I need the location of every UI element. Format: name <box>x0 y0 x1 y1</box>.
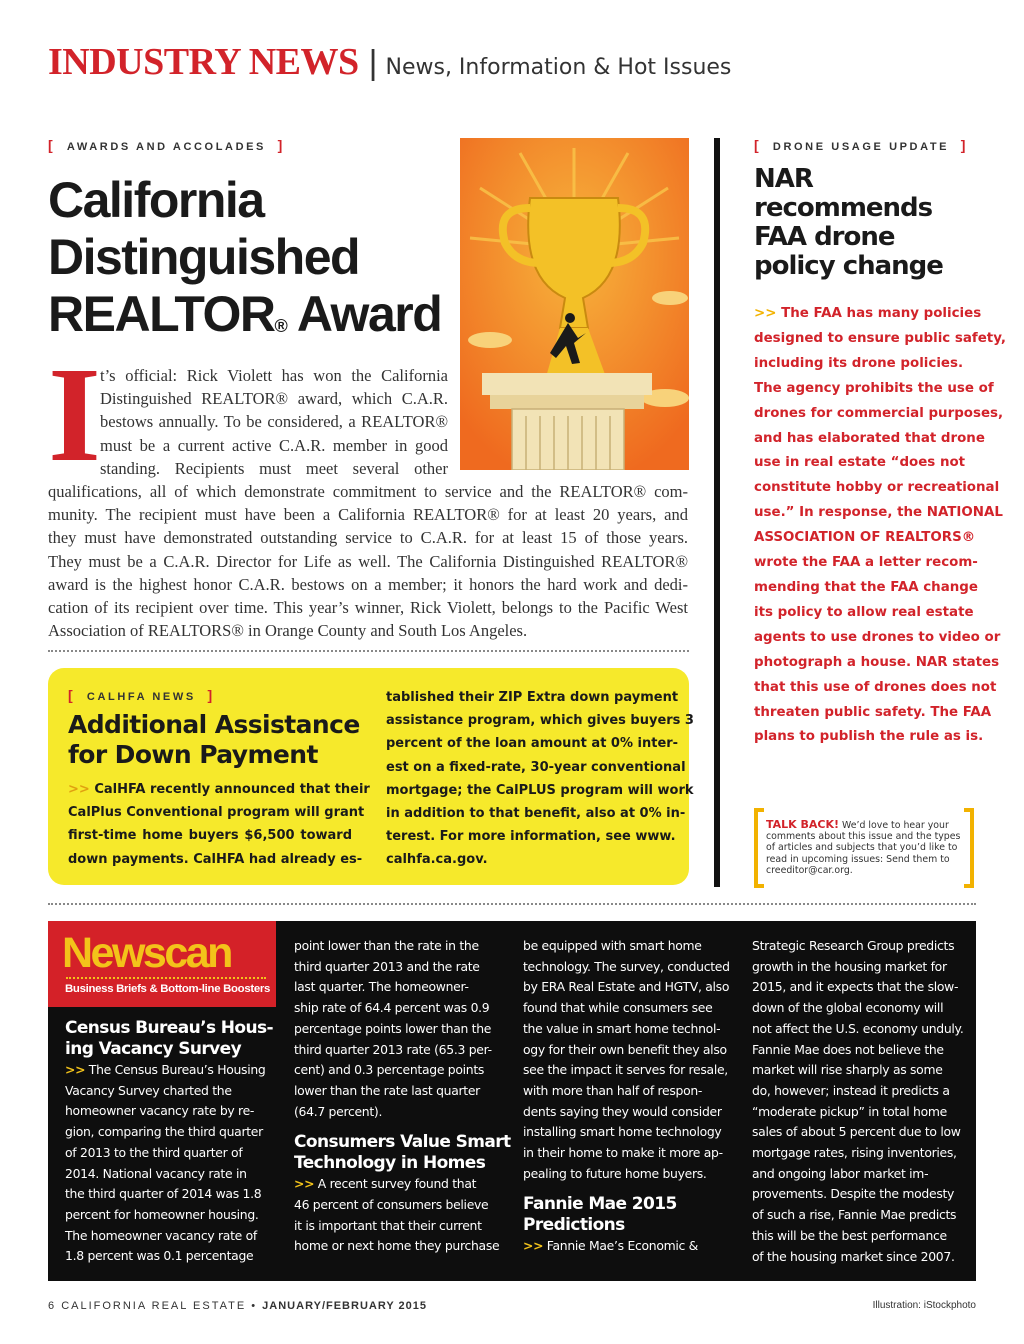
fannie-line: of the housing market since 2007. <box>752 1248 955 1264</box>
census-line: percent for homeowner housing. <box>65 1206 259 1222</box>
talk-back-line: of articles and subjects that you’d like to <box>766 842 958 854</box>
drone-headline <box>754 165 984 281</box>
fannie-headline: Fannie Mae 2015 <box>523 1194 677 1215</box>
smart-line: with more than half of respon- <box>523 1082 703 1098</box>
census-line: of 2013 to the third quarter of <box>65 1144 243 1160</box>
smart-headline: Technology in Homes <box>294 1153 486 1174</box>
drone-line: The agency prohibits the use of <box>754 380 994 396</box>
body-line: Association of REALTORS® in Orange County and South Los Angeles. <box>48 621 528 641</box>
body-line: t’s official: Rick Violett has won the California <box>100 366 448 385</box>
calhfa-line: terest. For more information, see www. <box>386 829 676 845</box>
drone-line: and has elaborated that drone <box>754 430 985 446</box>
fannie-line: down of the global economy will <box>752 1000 944 1016</box>
calhfa-column-2 <box>386 686 694 872</box>
census-line: percentage points lower than the <box>294 1020 492 1036</box>
census-line-text: The Census Bureau’s Housing <box>85 1062 266 1077</box>
smart-line: technology. The survey, conducted <box>523 958 730 974</box>
newscan-column-4 <box>752 936 967 1267</box>
calhfa-line: est on a fixed-rate, 30-year conventional <box>386 759 686 775</box>
drone-line <box>754 302 982 327</box>
kicker-bracket-open: [ <box>754 137 762 153</box>
vertical-rule <box>714 138 720 887</box>
arrow-icon: >> <box>65 1062 86 1077</box>
fannie-line: and ongoing labor market im- <box>752 1165 929 1181</box>
fannie-line: 2015, and it expects that the slow- <box>752 979 959 995</box>
smart-line: installing smart home technology <box>523 1124 722 1140</box>
drone-line: ASSOCIATION OF REALTORS® <box>754 530 976 546</box>
fannie-line: not affect the U.S. economy unduly. <box>752 1020 964 1036</box>
census-headline: ing Vacancy Survey <box>65 1039 242 1059</box>
page-number: 6 <box>48 1300 57 1312</box>
calhfa-line: assistance program, which gives buyers 3 <box>386 713 694 729</box>
calhfa-headline <box>68 710 368 770</box>
census-line: ship rate of 64.4 percent was 0.9 <box>294 1000 490 1016</box>
drone-line: its policy to allow real estate <box>754 604 974 620</box>
calhfa-kicker-text: CALHFA NEWS <box>86 691 196 703</box>
census-line: the third quarter of 2014 was 1.8 <box>65 1186 262 1202</box>
section-subtitle: News, Information & Hot Issues <box>385 55 732 80</box>
census-line: gion, comparing the third quarter <box>65 1124 263 1140</box>
issue-date: JANUARY/FEBRUARY 2015 <box>262 1300 428 1312</box>
census-line: third quarter 2013 rate (65.3 per- <box>294 1041 492 1057</box>
talk-back-line: read in upcoming issues: Send them to <box>766 853 950 865</box>
smart-line: in their home to make it more ap- <box>523 1145 723 1161</box>
page-footer <box>48 1300 976 1316</box>
talk-back-email[interactable]: creeditor@car.org. <box>766 864 853 876</box>
drone-headline-line: policy change <box>754 251 943 281</box>
drone-line: mending that the FAA change <box>754 579 978 595</box>
census-line: point lower than the rate in the <box>294 938 479 953</box>
census-line <box>65 1060 275 1081</box>
trophy-illustration <box>460 138 689 470</box>
drone-line: including its drone policies. <box>754 355 964 371</box>
drone-line: photograph a house. NAR states <box>754 654 1000 670</box>
fannie-line: growth in the housing market for <box>752 958 947 974</box>
bracket-left-icon <box>754 808 764 888</box>
newscan-column-3 <box>523 936 735 1257</box>
section-title: INDUSTRY NEWS <box>48 41 359 83</box>
calhfa-link-line: calhfa.ca.gov. <box>386 852 488 868</box>
body-line: standing. Recipients must meet several other <box>100 458 448 478</box>
census-line: The homeowner vacancy rate of <box>65 1227 257 1243</box>
arrow-icon: >> <box>523 1238 544 1254</box>
magazine-name: CALIFORNIA REAL ESTATE <box>61 1300 247 1312</box>
calhfa-line-text: CalHFA recently announced that their <box>94 782 370 797</box>
fannie-headline: Predictions <box>523 1215 625 1236</box>
award-headline <box>48 172 448 343</box>
award-body-bottom <box>48 480 688 642</box>
calhfa-line <box>68 778 370 801</box>
calhfa-headline-line: for Down Payment <box>68 740 318 769</box>
spacer <box>294 1122 506 1132</box>
drone-line: use in real estate “does not <box>754 455 966 471</box>
fannie-line: Strategic Research Group predicts <box>752 938 955 953</box>
arrow-icon: >> <box>294 1176 315 1192</box>
drone-body <box>754 302 1006 750</box>
smart-line <box>294 1174 506 1195</box>
award-headline-award: Award <box>286 286 442 342</box>
drone-line: that this use of drones does not <box>754 679 997 695</box>
fannie-line: provements. Despite the modesty <box>752 1186 955 1202</box>
footer-folio <box>48 1300 427 1312</box>
drone-line: constitute hobby or recreational <box>754 480 1000 496</box>
awards-kicker-text: AWARDS AND ACCOLADES <box>66 141 266 153</box>
drop-cap: I <box>48 340 101 490</box>
body-line: cation of its recipient over time. This year’s winner, Rick Violett, belongs to the Pacific West <box>48 597 688 617</box>
award-headline-line <box>48 286 448 343</box>
award-body-top <box>100 364 448 480</box>
award-headline-realtor: REALTOR <box>48 286 275 342</box>
body-line: qualifications, all of which demonstrate commitment to service and the REALTOR® com- <box>48 482 688 501</box>
drone-kicker <box>754 137 968 153</box>
talk-back-line-text: We’d love to hear your <box>839 820 949 831</box>
body-line: Distinguished REALTOR® award, which C.A.R. <box>100 389 448 409</box>
drone-headline-line: FAA drone <box>754 222 895 252</box>
fannie-line: “moderate pickup” in total home <box>752 1103 947 1119</box>
fannie-line: do, however; instead it predicts a <box>752 1082 950 1098</box>
talk-back-text <box>766 819 966 876</box>
talk-back-box <box>754 808 974 888</box>
smart-line: it is important that their current <box>294 1217 482 1233</box>
newscan-logo-title: Newscan <box>62 929 231 977</box>
calhfa-line: first-time home buyers $6,500 toward <box>68 828 352 844</box>
census-line: last quarter. The homeowner- <box>294 979 469 995</box>
header-separator: | <box>368 44 378 82</box>
body-line: award is the highest honor C.A.R. bestows on a member; it honors the hard work and dedi- <box>48 574 688 594</box>
census-line: 2014. National vacancy rate in <box>65 1165 247 1181</box>
calhfa-headline-line: Additional Assistance <box>68 710 360 739</box>
footer-bullet: • <box>251 1300 258 1312</box>
dotted-divider <box>48 650 689 652</box>
drone-kicker-text: DRONE USAGE UPDATE <box>772 141 950 153</box>
body-line: bestows annually. To be considered, a REALTOR® <box>100 412 448 432</box>
drone-line: plans to publish the rule as is. <box>754 729 984 745</box>
trophy-illustration-art <box>460 138 689 470</box>
census-line: third quarter 2013 and the rate <box>294 958 480 974</box>
census-line: cent) and 0.3 percentage points <box>294 1062 485 1078</box>
awards-kicker <box>48 137 285 153</box>
newscan-logo-subtitle: Business Briefs & Bottom-line Boosters <box>65 983 271 995</box>
newscan-column-1 <box>65 1018 275 1267</box>
census-line: (64.7 percent). <box>294 1103 383 1119</box>
smart-line: pealing to future home buyers. <box>523 1165 707 1181</box>
census-line: Vacancy Survey charted the <box>65 1082 232 1098</box>
calhfa-line: down payments. CalHFA had already es- <box>68 851 363 867</box>
calhfa-line: percent of the loan amount at 0% inter- <box>386 736 679 752</box>
kicker-bracket-open: [ <box>48 137 56 153</box>
smart-line: ogy for their own benefit they also <box>523 1041 727 1057</box>
body-line: must be a current active C.A.R. member in good <box>100 435 448 455</box>
fannie-line: of such a rise, Fannie Mae predicts <box>752 1207 957 1223</box>
kicker-bracket-close: ] <box>960 137 969 153</box>
calhfa-callout <box>48 668 694 885</box>
drone-line-text: The FAA has many policies <box>781 306 982 321</box>
drone-line: agents to use drones to video or <box>754 629 1001 645</box>
registered-mark: ® <box>274 316 287 336</box>
illustration-credit: Illustration: iStockphoto <box>872 1300 976 1311</box>
kicker-bracket-close: ] <box>277 137 285 153</box>
census-line: 1.8 percent was 0.1 percentage <box>65 1248 254 1264</box>
talk-back-line: comments about this issue and the types <box>766 831 961 843</box>
dotted-divider <box>48 903 976 905</box>
talk-back-label: TALK BACK! <box>766 818 840 831</box>
award-headline-line: California <box>48 172 264 228</box>
newscan-section <box>48 921 976 1281</box>
census-line: lower than the rate last quarter <box>294 1082 480 1098</box>
calhfa-line: mortgage; the CalPLUS program will work <box>386 782 694 798</box>
newscan-column-2 <box>294 936 511 1257</box>
fannie-line-text: Fannie Mae’s Economic & <box>543 1238 699 1254</box>
smart-line: see the impact it serves for resale, <box>523 1062 728 1078</box>
body-line: they must have demonstrated outstanding service to C.A.R. for at least 15 of those years. <box>48 528 688 548</box>
fannie-line: this will be the best performance <box>752 1227 947 1243</box>
section-header <box>48 40 731 90</box>
drone-line: drones for commercial purposes, <box>754 405 1004 421</box>
census-headline: Census Bureau’s Hous- <box>65 1018 273 1038</box>
newscan-logo-dots <box>66 977 266 979</box>
calhfa-line: tablished their ZIP Extra down payment <box>386 690 679 705</box>
newscan-logo <box>48 921 276 1007</box>
smart-headline: Consumers Value Smart <box>294 1132 511 1153</box>
fannie-line: mortgage rates, rising inventories, <box>752 1145 957 1161</box>
arrow-icon: >> <box>68 782 90 797</box>
drone-line: designed to ensure public safety, <box>754 330 1006 346</box>
calhfa-line: CalPlus Conventional program will grant <box>68 805 365 821</box>
calhfa-kicker <box>68 687 215 703</box>
drone-headline-line: NAR <box>754 164 813 194</box>
drone-line: use.” In response, the NATIONAL <box>754 505 1003 521</box>
drone-headline-line: recommends <box>754 193 933 223</box>
fannie-line <box>523 1236 735 1257</box>
body-line: munity. The recipient must have been a California REALTOR® for at least 20 years, and <box>48 505 688 525</box>
smart-line-text: A recent survey found that <box>314 1176 477 1192</box>
fannie-line: market will rise sharply as some <box>752 1062 943 1078</box>
calhfa-column-1 <box>68 778 370 871</box>
smart-line: be equipped with smart home <box>523 938 702 953</box>
kicker-bracket-close: ] <box>207 687 215 703</box>
drone-line: wrote the FAA a letter recom- <box>754 555 978 571</box>
smart-line: by ERA Real Estate and HGTV, also <box>523 979 730 995</box>
smart-line: home or next home they purchase <box>294 1238 500 1254</box>
drone-line: threaten public safety. The FAA <box>754 704 992 720</box>
smart-line: the value in smart home technol- <box>523 1020 721 1036</box>
census-line: homeowner vacancy rate by re- <box>65 1103 255 1119</box>
body-line: They must be a C.A.R. Director for Life as well. The California Distinguished REALTOR® <box>48 551 688 571</box>
fannie-line: Fannie Mae does not believe the <box>752 1041 944 1057</box>
smart-line: found that while consumers see <box>523 1000 713 1016</box>
smart-line: 46 percent of consumers believe <box>294 1197 489 1213</box>
fannie-line: sales of about 5 percent due to low <box>752 1124 961 1140</box>
calhfa-line: in addition to that benefit, also at 0% in- <box>386 805 686 821</box>
award-headline-line: Distinguished <box>48 229 360 285</box>
smart-line: dents saying they would consider <box>523 1103 722 1119</box>
talk-back-line <box>766 819 966 831</box>
kicker-bracket-open: [ <box>68 687 76 703</box>
spacer <box>523 1184 735 1194</box>
arrow-icon: >> <box>754 306 777 321</box>
